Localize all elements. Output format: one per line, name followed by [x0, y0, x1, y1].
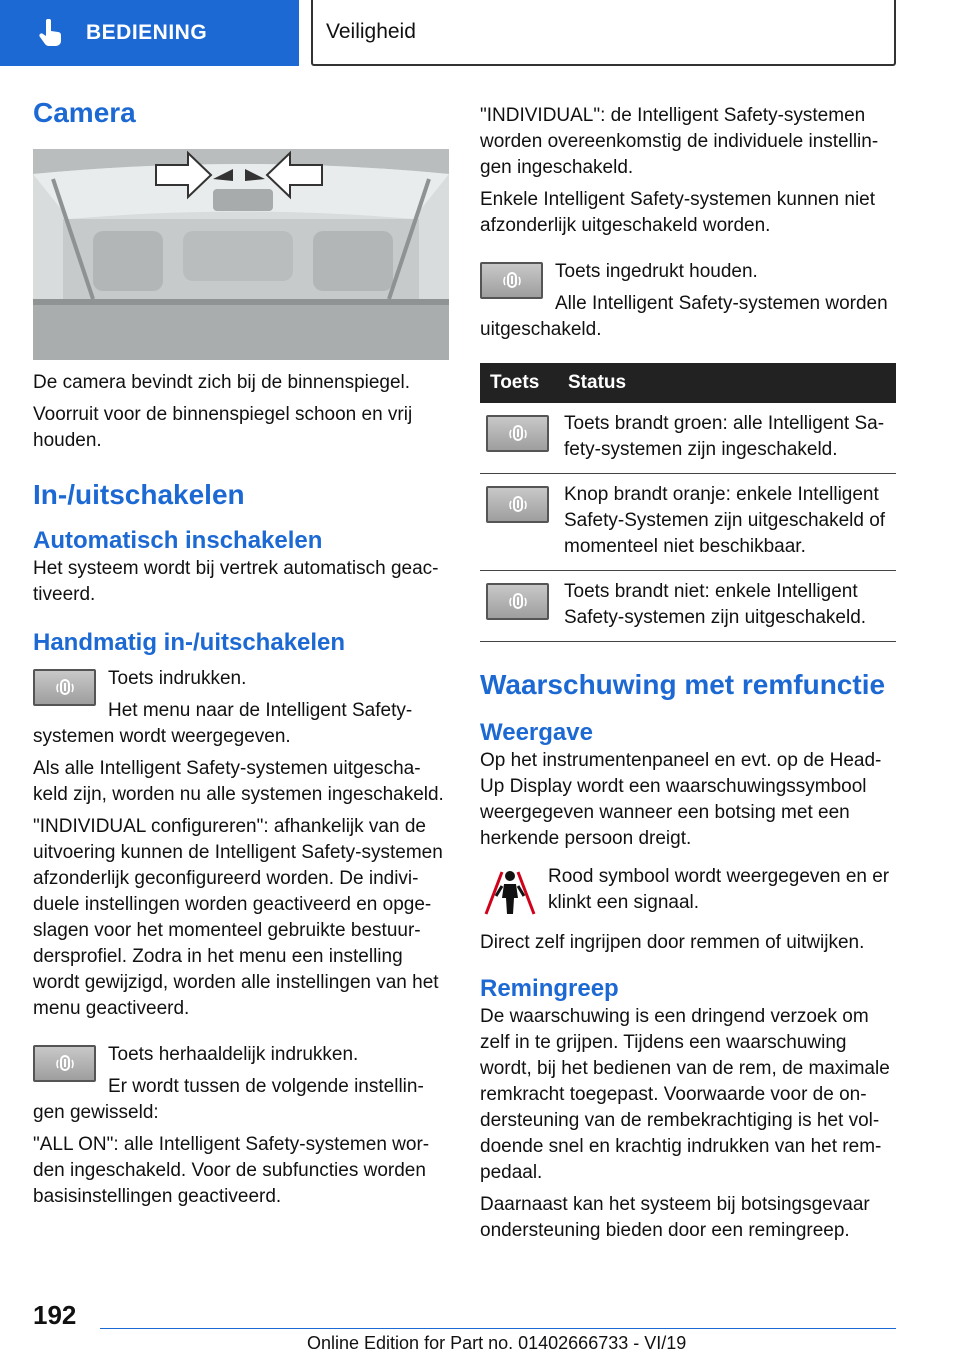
warning-heading: Waarschuwing met remfunctie — [480, 669, 886, 700]
press-text: Het menu naar de Intelligent Safety-systemen wordt weergegeven. — [33, 700, 413, 747]
camera-clean-text: Voorruit voor de binnenspiegel schoon en vrij houden. — [33, 404, 413, 451]
table-cell-status: Knop brandt oranje: enkele Intelligent Safety-Systemen zijn uitgeschakeld of momenteel niet beschikbaar. — [558, 474, 896, 571]
display-heading: Weergave — [480, 719, 593, 746]
left-column — [33, 96, 449, 1216]
press-instruction — [33, 666, 449, 750]
repeat-label: Toets herhaaldelijk indrukken. — [108, 1044, 359, 1065]
hold-label: Toets ingedrukt houden. — [555, 261, 758, 282]
safety-button-icon — [486, 583, 549, 620]
right-column — [480, 103, 896, 1250]
hold-text: Alle Intelligent Safety-systemen worden uitgeschakeld. — [480, 293, 888, 340]
red-symbol-instruction — [480, 864, 896, 922]
camera-heading: Camera — [33, 97, 136, 128]
car-interior-camera-image — [33, 149, 449, 360]
table-row — [480, 474, 896, 571]
onoff-heading: In-/uitschakelen — [33, 479, 245, 510]
footer-divider — [100, 1328, 896, 1329]
auto-heading: Automatisch inschakelen — [33, 527, 323, 554]
some-off-text: Enkele Intelligent Safety-systemen kunnen niet afzonderlijk uitgeschakeld worden. — [480, 189, 876, 236]
status-table — [480, 363, 896, 642]
section-title: Veiligheid — [326, 20, 416, 43]
pointing-hand-icon — [38, 19, 64, 47]
chapter-label: BEDIENING — [86, 21, 208, 44]
safety-button-icon — [33, 1045, 96, 1082]
display-text: Op het instrumentenpaneel en evt. op de Head-Up Display wordt een waarschuwingssymbool weergegeven wanneer een botsing met een herkende persoon dreigt. — [480, 750, 882, 849]
brake-heading: Remingreep — [480, 975, 619, 1002]
table-cell-status: Toets brandt groen: alle Intelligent Sa-fety-systemen zijn ingeschakeld. — [558, 403, 896, 474]
intervene-text: Direct zelf ingrijpen door remmen of uitwijken. — [480, 932, 865, 953]
table-header-key: Toets — [480, 363, 558, 403]
pedestrian-warning-icon — [480, 864, 540, 916]
auto-text: Het systeem wordt bij vertrek automatisch geac-tiveerd. — [33, 558, 439, 605]
safety-button-icon — [33, 669, 96, 706]
footer-edition: Online Edition for Part no. 01402666733 - VI/19 — [307, 1333, 687, 1353]
press-label: Toets indrukken. — [108, 668, 247, 689]
safety-button-icon — [486, 415, 549, 452]
repeat-text: Er wordt tussen de volgende instellin-gen gewisseld: — [33, 1076, 424, 1123]
all-on-text: "ALL ON": alle Intelligent Safety-systemen wor-den ingeschakeld. Voor de subfuncties worden basisinstellingen geactiveerd. — [33, 1134, 430, 1207]
camera-location-text: De camera bevindt zich bij de binnenspiegel. — [33, 372, 411, 393]
table-header-status: Status — [558, 363, 896, 403]
brake-text-1: De waarschuwing is een dringend verzoek om zelf in te grijpen. Tijdens een waarschuwing wordt, bij het bedienen van de rem, de maximale remkracht toegepast. Voorwaarde voor de on-dersteuning van de rembekrachtiging is het vol-doende snel en krachtig indrukken van het rem-pedaal. — [480, 1006, 890, 1183]
table-cell-status: Toets brandt niet: enkele Intelligent Safety-systemen zijn uitgeschakeld. — [558, 571, 896, 642]
table-row — [480, 571, 896, 642]
safety-button-icon — [480, 262, 543, 299]
all-off-text: Als alle Intelligent Safety-systemen uitgescha-keld zijn, worden nu alle systemen ingeschakeld. — [33, 758, 444, 805]
hold-instruction — [480, 259, 896, 343]
page-number: 192 — [33, 1300, 77, 1330]
manual-heading: Handmatig in-/uitschakelen — [33, 629, 346, 656]
individual-text: "INDIVIDUAL": de Intelligent Safety-systemen worden overeenkomstig de individuele instellin-gen ingeschakeld. — [480, 105, 879, 178]
individual-configure-text: "INDIVIDUAL configureren": afhankelijk van de uitvoering kunnen de Intelligent Safety-systemen afzonderlijk geconfigureerd worden. De indivi-duele instellingen worden geactiveerd en opge-slagen voor het momenteel gebruikte bestuur-dersprofiel. Zodra in het menu een instelling wordt gewijzigd, worden alle instellingen van het menu geactiveerd. — [33, 816, 443, 1019]
red-symbol-text: Rood symbool wordt weergegeven en er klinkt een signaal. — [548, 866, 890, 913]
section-header — [311, 0, 896, 66]
brake-text-2: Daarnaast kan het systeem bij botsingsgevaar ondersteuning bieden door een remingreep. — [480, 1194, 870, 1241]
repeat-instruction — [33, 1042, 449, 1126]
safety-button-icon — [486, 486, 549, 523]
table-row — [480, 403, 896, 474]
table-header-row — [480, 363, 896, 403]
header-tab — [0, 0, 299, 66]
